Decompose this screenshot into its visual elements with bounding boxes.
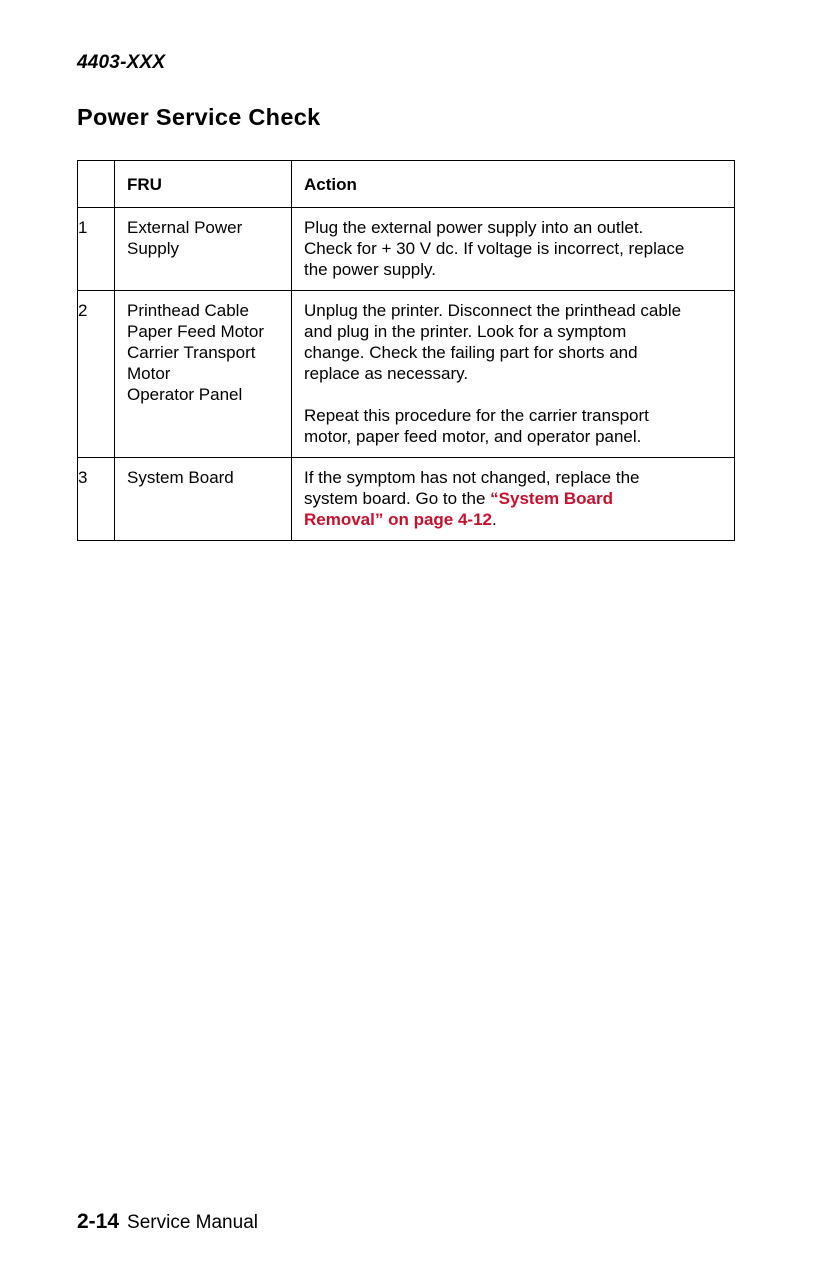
action-line: Unplug the printer. Disconnect the printhead cable — [304, 301, 682, 320]
action-line: Repeat this procedure for the carrier transport — [304, 406, 649, 425]
action-text: . — [492, 510, 497, 529]
fru-line: Operator Panel — [127, 385, 243, 404]
section-title: Power Service Check — [77, 104, 321, 130]
manual-name: Service Manual — [127, 1212, 258, 1233]
action-line: change. Check the failing part for shorts and — [304, 343, 638, 362]
action-line — [304, 488, 722, 509]
fru-line: Supply — [127, 239, 179, 258]
action-line — [304, 509, 722, 530]
fru-line: External Power — [127, 218, 243, 237]
page-footer — [77, 1210, 258, 1234]
fru-line: Printhead Cable — [127, 301, 249, 320]
action-text: system board. Go to the — [304, 489, 491, 508]
action-cell — [292, 291, 735, 458]
fru-cell — [115, 208, 292, 291]
fru-line: Motor — [127, 364, 171, 383]
paragraph-gap — [304, 384, 722, 405]
action-line: and plug in the printer. Look for a symptom — [304, 322, 627, 341]
table-header-row — [78, 161, 735, 208]
system-board-removal-link[interactable]: “System Board — [490, 489, 613, 508]
action-line: the power supply. — [304, 260, 436, 279]
table-row — [78, 208, 735, 291]
fru-line: Paper Feed Motor — [127, 322, 265, 341]
table-row — [78, 458, 735, 541]
page-number: 2-14 — [77, 1210, 120, 1233]
action-line: Plug the external power supply into an outlet. — [304, 218, 644, 237]
column-header-fru: FRU — [115, 161, 292, 208]
step-number: 3 — [78, 458, 115, 541]
step-number: 1 — [78, 208, 115, 291]
document-id: 4403-XXX — [77, 52, 166, 73]
fru-line: Carrier Transport — [127, 343, 256, 362]
fru-line: System Board — [127, 468, 234, 487]
action-line: Check for + 30 V dc. If voltage is incorrect, replace — [304, 239, 685, 258]
column-header-step — [78, 161, 115, 208]
action-line: motor, paper feed motor, and operator panel. — [304, 427, 642, 446]
table-row — [78, 291, 735, 458]
action-line: If the symptom has not changed, replace the — [304, 468, 640, 487]
action-cell — [292, 458, 735, 541]
column-header-action: Action — [292, 161, 735, 208]
fru-cell — [115, 291, 292, 458]
power-service-check-table — [77, 160, 735, 541]
system-board-removal-link-continued[interactable]: Removal” on page 4-12 — [304, 510, 493, 529]
action-line: replace as necessary. — [304, 364, 469, 383]
step-number: 2 — [78, 291, 115, 458]
fru-cell — [115, 458, 292, 541]
action-cell — [292, 208, 735, 291]
